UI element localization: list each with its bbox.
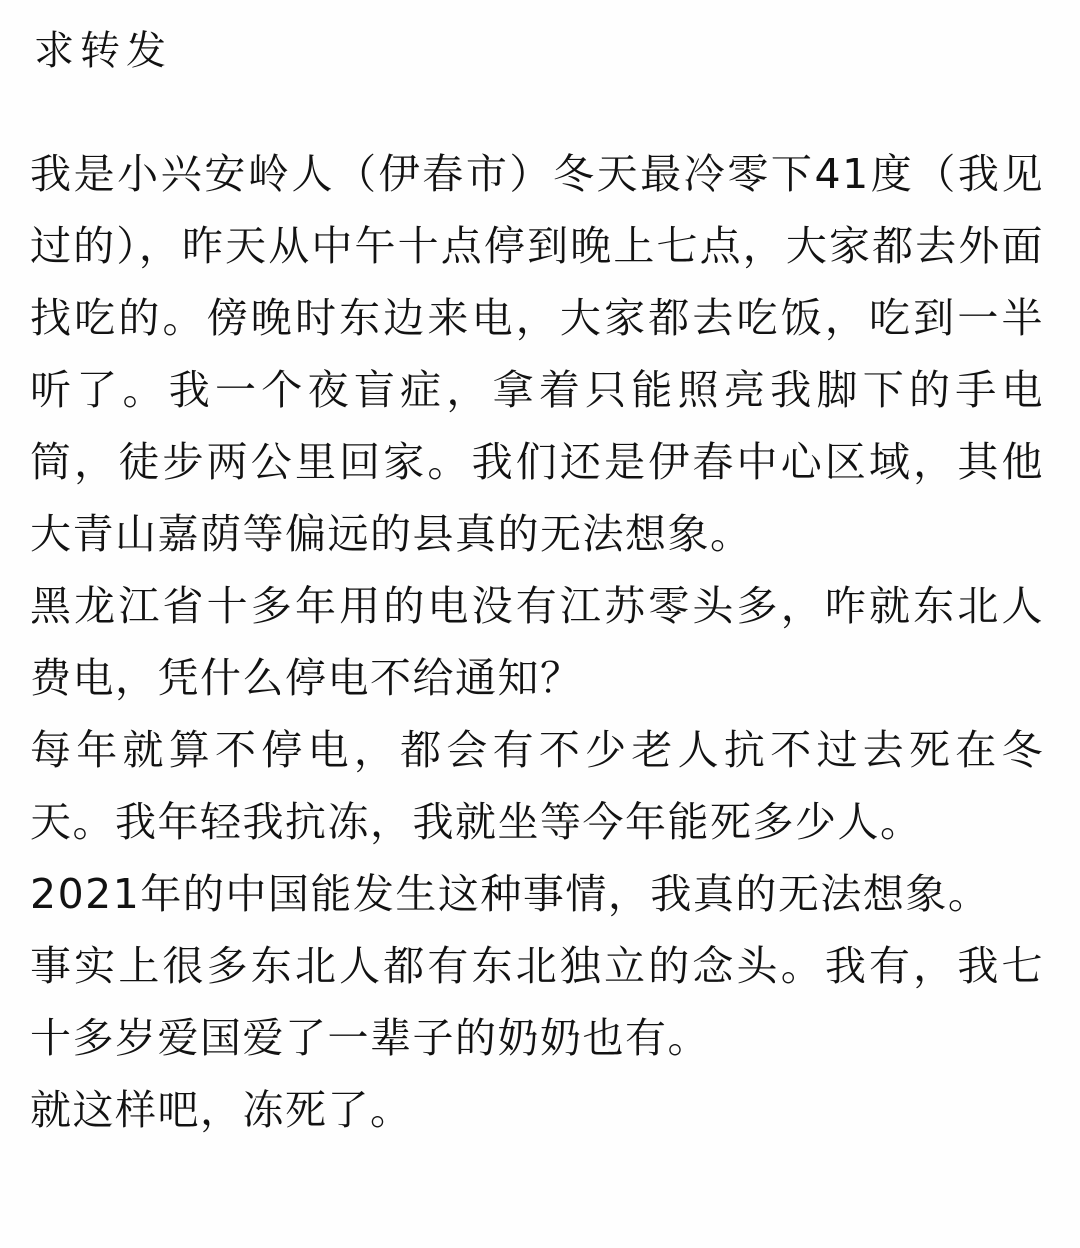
paragraph: 我是小兴安岭人（伊春市）冬天最冷零下41度（我见过的），昨天从中午十点停到晚上七点，大家都去外面找吃的。傍晚时东边来电，大家都去吃饭，吃到一半听了。我一个夜盲症，拿着只能照亮我脚下的手电筒，徒步两公里回家。我们还是伊春中心区域，其他大青山嘉荫等偏远的县真的无法想象。 [30,150,1044,558]
paragraph: 事实上很多东北人都有东北独立的念头。我有，我七十多岁爱国爱了一辈子的奶奶也有。 [30,942,1044,1062]
paragraph: 2021年的中国能发生这种事情，我真的无法想象。 [30,870,991,918]
document-body [30,138,1044,1146]
paragraph: 每年就算不停电，都会有不少老人抗不过去死在冬天。我年轻我抗冻，我就坐等今年能死多少人。 [30,726,1044,846]
paragraph: 就这样吧，冻死了。 [30,1086,413,1134]
page-title: 求转发 [34,28,172,74]
paragraph: 黑龙江省十多年用的电没有江苏零头多，咋就东北人费电，凭什么停电不给通知？ [30,582,1044,702]
